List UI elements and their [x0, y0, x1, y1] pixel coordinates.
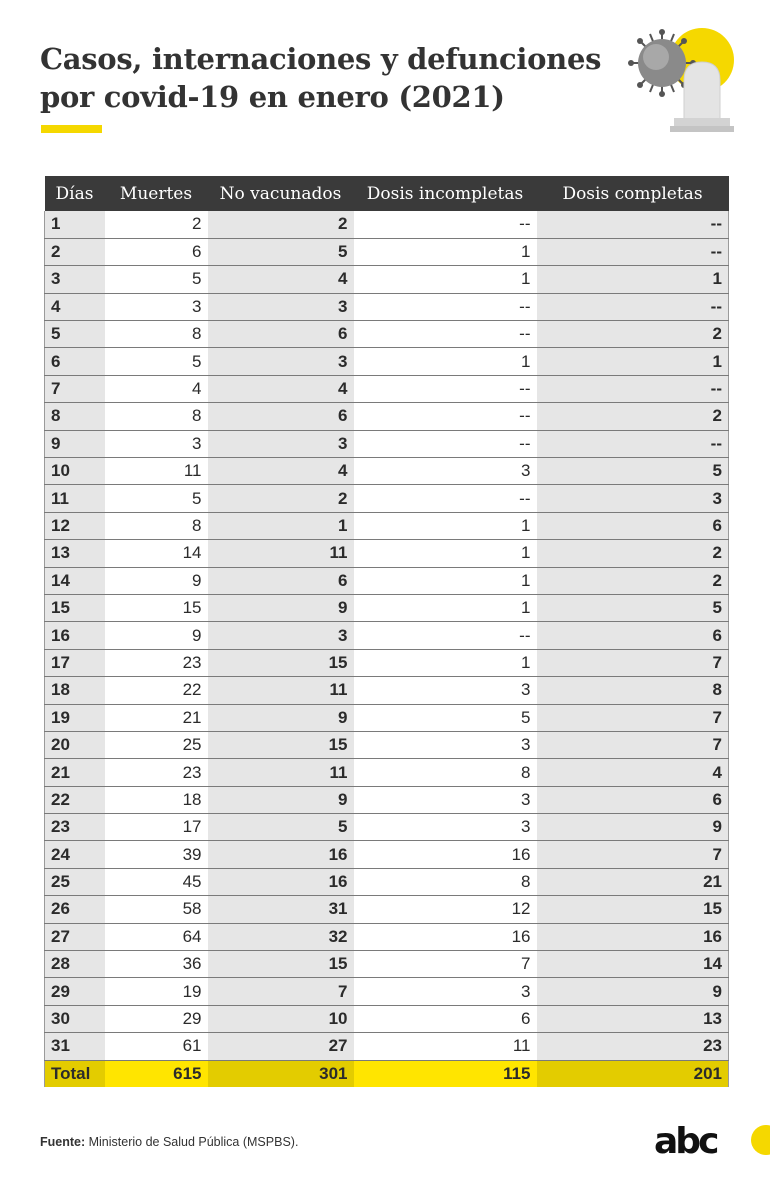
cell-unvaccinated: 27: [208, 1033, 354, 1060]
cell-complete-doses: --: [537, 211, 729, 238]
cell-deaths: 5: [105, 266, 208, 293]
table-row: [45, 1005, 729, 1032]
cell-deaths: 45: [105, 868, 208, 895]
cell-unvaccinated: 4: [208, 375, 354, 402]
cell-day: 9: [45, 430, 105, 457]
cell-unvaccinated: 5: [208, 814, 354, 841]
cell-complete-doses: 2: [537, 403, 729, 430]
column-header-deaths: Muertes: [105, 176, 208, 211]
table-row: [45, 512, 729, 539]
source-label: Fuente:: [40, 1135, 86, 1149]
cell-complete-doses: 4: [537, 759, 729, 786]
cell-unvaccinated: 6: [208, 403, 354, 430]
cell-unvaccinated: 32: [208, 923, 354, 950]
cell-day: 7: [45, 375, 105, 402]
table-row: [45, 868, 729, 895]
table-row: [45, 321, 729, 348]
cell-complete-doses: 7: [537, 841, 729, 868]
cell-unvaccinated: 6: [208, 321, 354, 348]
cell-deaths: 14: [105, 540, 208, 567]
cell-deaths: 23: [105, 759, 208, 786]
cell-day: 8: [45, 403, 105, 430]
table-row: [45, 485, 729, 512]
cell-incomplete-doses: 1: [354, 348, 537, 375]
table-row: [45, 540, 729, 567]
cell-incomplete-doses: --: [354, 211, 537, 238]
cell-complete-doses: 21: [537, 868, 729, 895]
cell-day: 27: [45, 923, 105, 950]
cell-day: 15: [45, 594, 105, 621]
column-header-day: Días: [45, 176, 105, 211]
cell-unvaccinated: 11: [208, 540, 354, 567]
cell-incomplete-doses: 16: [354, 841, 537, 868]
table-row: [45, 677, 729, 704]
cell-day: 16: [45, 622, 105, 649]
cell-incomplete-doses: --: [354, 430, 537, 457]
cell-incomplete-doses: 7: [354, 951, 537, 978]
cell-deaths: 9: [105, 567, 208, 594]
cell-unvaccinated: 5: [208, 238, 354, 265]
cell-deaths: 4: [105, 375, 208, 402]
cell-incomplete-doses: 1: [354, 649, 537, 676]
cell-deaths: 3: [105, 430, 208, 457]
table-row: [45, 403, 729, 430]
cell-unvaccinated: 4: [208, 458, 354, 485]
cell-incomplete-doses: 8: [354, 759, 537, 786]
table-row: [45, 375, 729, 402]
cell-deaths: 36: [105, 951, 208, 978]
cell-complete-doses: 14: [537, 951, 729, 978]
cell-deaths: 58: [105, 896, 208, 923]
cell-deaths: 8: [105, 403, 208, 430]
cell-day: 28: [45, 951, 105, 978]
table-row: [45, 622, 729, 649]
cell-complete-doses: --: [537, 375, 729, 402]
cell-complete-doses: --: [537, 238, 729, 265]
table-row: [45, 951, 729, 978]
cell-deaths: 5: [105, 485, 208, 512]
cell-day: 1: [45, 211, 105, 238]
cell-complete-doses: 7: [537, 704, 729, 731]
cell-unvaccinated: 31: [208, 896, 354, 923]
cell-incomplete-doses: 11: [354, 1033, 537, 1060]
cell-incomplete-doses: --: [354, 321, 537, 348]
cell-incomplete-doses: 3: [354, 677, 537, 704]
cell-deaths: 3: [105, 293, 208, 320]
column-header-complete-doses: Dosis completas: [537, 176, 729, 211]
cell-complete-doses: 5: [537, 458, 729, 485]
table-row: [45, 923, 729, 950]
cell-unvaccinated: 11: [208, 677, 354, 704]
cell-incomplete-doses: 6: [354, 1005, 537, 1032]
cell-unvaccinated: 3: [208, 622, 354, 649]
cell-complete-doses: 2: [537, 321, 729, 348]
cell-day: 19: [45, 704, 105, 731]
abc-logo-text: abc: [654, 1121, 717, 1162]
cell-incomplete-doses: 3: [354, 458, 537, 485]
column-header-unvaccinated: No vacunados: [208, 176, 354, 211]
cell-complete-doses: 5: [537, 594, 729, 621]
page-title: Casos, internaciones y defunciones por covid-19 en enero (2021): [40, 42, 602, 114]
cell-deaths: 21: [105, 704, 208, 731]
cell-unvaccinated: 7: [208, 978, 354, 1005]
cell-unvaccinated: 10: [208, 1005, 354, 1032]
cell-incomplete-doses: 3: [354, 814, 537, 841]
cell-incomplete-doses: 5: [354, 704, 537, 731]
cell-unvaccinated: 16: [208, 868, 354, 895]
cell-complete-doses: 23: [537, 1033, 729, 1060]
cell-day: 12: [45, 512, 105, 539]
cell-incomplete-doses: --: [354, 403, 537, 430]
cell-day: 10: [45, 458, 105, 485]
cell-incomplete-doses: 3: [354, 731, 537, 758]
cell-complete-doses: 6: [537, 786, 729, 813]
cell-complete-doses: --: [537, 293, 729, 320]
cell-complete-doses: 13: [537, 1005, 729, 1032]
table-row: [45, 348, 729, 375]
table-row: [45, 266, 729, 293]
cell-day: 13: [45, 540, 105, 567]
cell-deaths: 23: [105, 649, 208, 676]
cell-unvaccinated: 3: [208, 348, 354, 375]
cell-complete-doses: 8: [537, 677, 729, 704]
cell-incomplete-doses: --: [354, 622, 537, 649]
table-row: [45, 731, 729, 758]
cell-complete-doses: 7: [537, 731, 729, 758]
cell-unvaccinated: 3: [208, 293, 354, 320]
column-header-incomplete-doses: Dosis incompletas: [354, 176, 537, 211]
cell-complete-doses: --: [537, 430, 729, 457]
cell-day: 24: [45, 841, 105, 868]
cell-deaths: 8: [105, 321, 208, 348]
table-body: [45, 211, 729, 1087]
cell-deaths: 15: [105, 594, 208, 621]
table-row: [45, 430, 729, 457]
table-row: [45, 211, 729, 238]
cell-day: 17: [45, 649, 105, 676]
table-row: [45, 238, 729, 265]
table-row: [45, 567, 729, 594]
abc-logo: [654, 1120, 770, 1164]
cell-complete-doses: 15: [537, 896, 729, 923]
cell-day: 30: [45, 1005, 105, 1032]
table-row: [45, 594, 729, 621]
cell-incomplete-doses: 8: [354, 868, 537, 895]
cell-deaths: 39: [105, 841, 208, 868]
total-day: Total: [45, 1060, 105, 1087]
total-complete-doses: 201: [537, 1060, 729, 1087]
cell-unvaccinated: 15: [208, 951, 354, 978]
table-row: [45, 896, 729, 923]
cell-incomplete-doses: 3: [354, 786, 537, 813]
cell-deaths: 11: [105, 458, 208, 485]
cell-complete-doses: 3: [537, 485, 729, 512]
cell-complete-doses: 16: [537, 923, 729, 950]
cell-deaths: 9: [105, 622, 208, 649]
cell-day: 20: [45, 731, 105, 758]
cell-day: 4: [45, 293, 105, 320]
table-row: [45, 704, 729, 731]
source-text: Ministerio de Salud Pública (MSPBS).: [85, 1135, 299, 1149]
cell-complete-doses: 2: [537, 567, 729, 594]
cell-incomplete-doses: 1: [354, 540, 537, 567]
cell-incomplete-doses: --: [354, 293, 537, 320]
cell-deaths: 22: [105, 677, 208, 704]
cell-day: 18: [45, 677, 105, 704]
table-row: [45, 814, 729, 841]
cell-incomplete-doses: 1: [354, 512, 537, 539]
cell-unvaccinated: 2: [208, 211, 354, 238]
title-underline: [41, 125, 102, 133]
cell-deaths: 25: [105, 731, 208, 758]
table-row: [45, 978, 729, 1005]
cell-deaths: 29: [105, 1005, 208, 1032]
table-row: [45, 293, 729, 320]
cell-day: 21: [45, 759, 105, 786]
cell-deaths: 61: [105, 1033, 208, 1060]
cell-unvaccinated: 9: [208, 704, 354, 731]
cell-incomplete-doses: 1: [354, 266, 537, 293]
cell-day: 29: [45, 978, 105, 1005]
total-incomplete-doses: 115: [354, 1060, 537, 1087]
cell-incomplete-doses: 1: [354, 594, 537, 621]
source-note: [40, 1135, 298, 1149]
cell-day: 26: [45, 896, 105, 923]
cell-day: 11: [45, 485, 105, 512]
cell-day: 23: [45, 814, 105, 841]
cell-unvaccinated: 3: [208, 430, 354, 457]
cell-complete-doses: 9: [537, 814, 729, 841]
cell-day: 22: [45, 786, 105, 813]
cell-day: 2: [45, 238, 105, 265]
covid-table: [44, 176, 729, 1087]
cell-unvaccinated: 11: [208, 759, 354, 786]
cell-day: 5: [45, 321, 105, 348]
cell-unvaccinated: 9: [208, 786, 354, 813]
cell-deaths: 8: [105, 512, 208, 539]
cell-unvaccinated: 6: [208, 567, 354, 594]
cell-day: 14: [45, 567, 105, 594]
cell-complete-doses: 1: [537, 266, 729, 293]
cell-day: 3: [45, 266, 105, 293]
cell-unvaccinated: 1: [208, 512, 354, 539]
cell-deaths: 17: [105, 814, 208, 841]
cell-unvaccinated: 2: [208, 485, 354, 512]
total-row: [45, 1060, 729, 1087]
table-row: [45, 786, 729, 813]
total-deaths: 615: [105, 1060, 208, 1087]
cell-complete-doses: 1: [537, 348, 729, 375]
cell-unvaccinated: 15: [208, 731, 354, 758]
cell-unvaccinated: 4: [208, 266, 354, 293]
cell-complete-doses: 9: [537, 978, 729, 1005]
cell-complete-doses: 7: [537, 649, 729, 676]
cell-deaths: 19: [105, 978, 208, 1005]
cell-complete-doses: 6: [537, 512, 729, 539]
cell-unvaccinated: 16: [208, 841, 354, 868]
total-unvaccinated: 301: [208, 1060, 354, 1087]
cell-complete-doses: 2: [537, 540, 729, 567]
cell-unvaccinated: 9: [208, 594, 354, 621]
cell-incomplete-doses: 3: [354, 978, 537, 1005]
cell-incomplete-doses: 12: [354, 896, 537, 923]
table-row: [45, 841, 729, 868]
cell-incomplete-doses: --: [354, 485, 537, 512]
cell-day: 6: [45, 348, 105, 375]
cell-incomplete-doses: 1: [354, 567, 537, 594]
cell-deaths: 6: [105, 238, 208, 265]
cell-unvaccinated: 15: [208, 649, 354, 676]
cell-incomplete-doses: 16: [354, 923, 537, 950]
cell-complete-doses: 6: [537, 622, 729, 649]
virus-tombstone-icon: [626, 24, 738, 136]
table-row: [45, 458, 729, 485]
table-header-row: [45, 176, 729, 211]
table-row: [45, 759, 729, 786]
cell-deaths: 5: [105, 348, 208, 375]
table-row: [45, 649, 729, 676]
cell-deaths: 18: [105, 786, 208, 813]
cell-incomplete-doses: 1: [354, 238, 537, 265]
table-row: [45, 1033, 729, 1060]
cell-day: 31: [45, 1033, 105, 1060]
cell-incomplete-doses: --: [354, 375, 537, 402]
cell-deaths: 64: [105, 923, 208, 950]
cell-deaths: 2: [105, 211, 208, 238]
cell-day: 25: [45, 868, 105, 895]
